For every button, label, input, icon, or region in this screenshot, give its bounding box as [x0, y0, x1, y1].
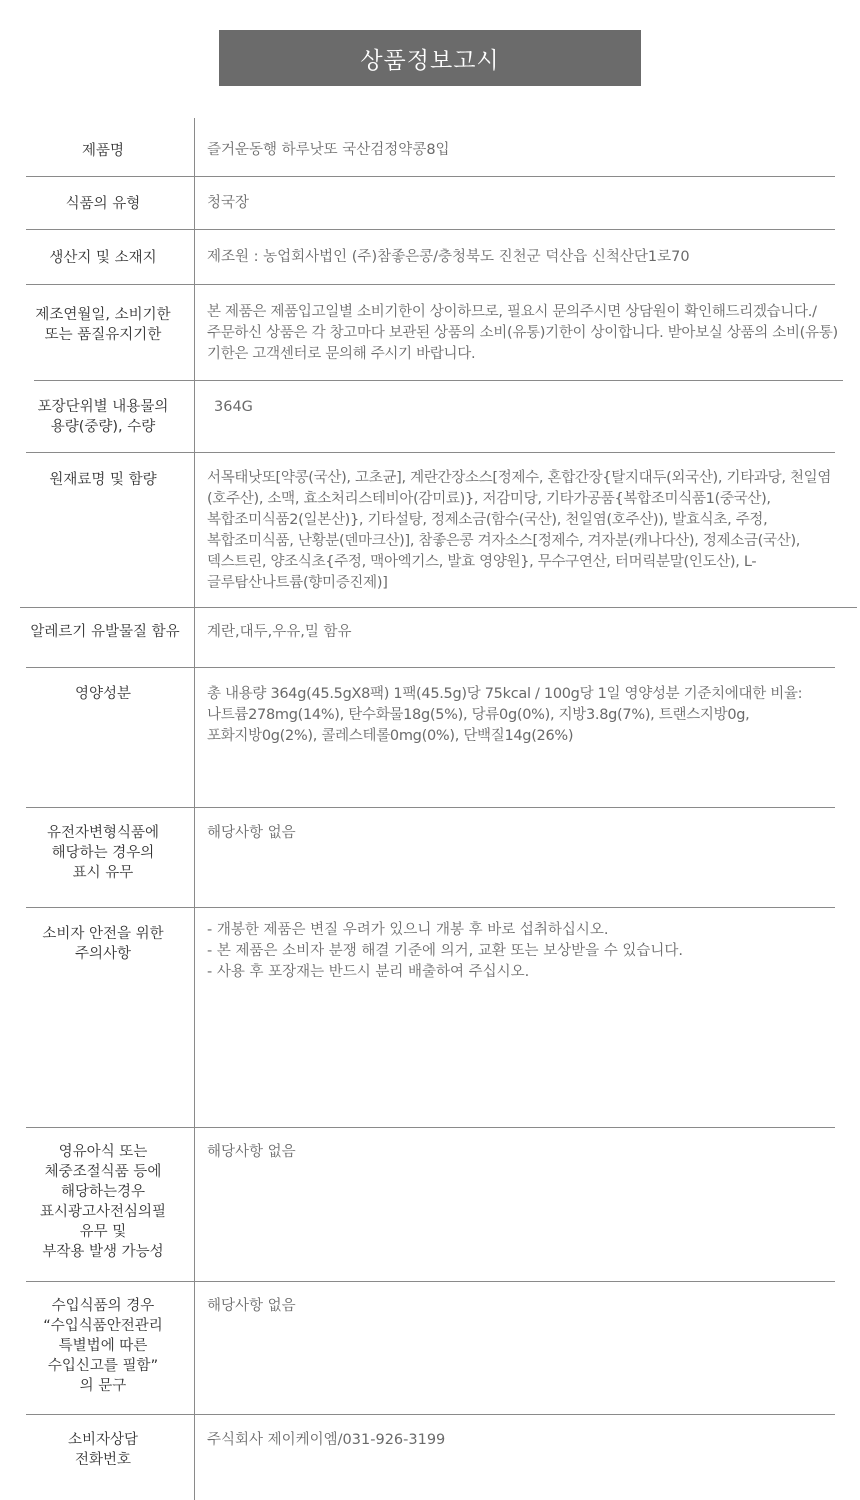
row-label-line: 의 문구: [79, 1378, 127, 1394]
row-label-line: 영유아식 또는: [58, 1144, 148, 1160]
row-value-food-type: 청국장: [207, 195, 250, 211]
row-divider: [26, 907, 835, 908]
row-label-line: 소비자 안전을 위한: [42, 926, 164, 942]
row-label-food-type: 식품의 유형: [65, 196, 141, 212]
row-label-line: 해당하는경우: [60, 1184, 146, 1200]
row-label-line: 포장단위별 내용물의: [37, 399, 169, 415]
row-divider: [26, 807, 835, 808]
row-label-line: 전화번호: [74, 1452, 132, 1468]
row-label-line: 용량(중량), 수량: [50, 419, 156, 435]
row-value-ingredients: 서목태낫또[약콩(국산), 고초균], 계란간장소스[정제수, 혼합간장{탈지대두(외국산), 기타과당, 천일염(호주산), 소맥, 효소처리스테비아(감미료)}, 저감미당, 기타가공품{복합조미식품1(중국산), 복합조미식품2(일본산)}, 기타설탕, 정제소금(함수(국산), 천일염(호주산)), 발효식초, 주정, 복합조미식품, 난황분(덴마크산)], 참좋은콩 겨자소스[정제수, 겨자분(캐나다산), 정제소금(국산), 덱스트린, 양조식초{주정, 맥아엑기스, 발효 영양원}, 무수구연산, 터머릭분말(인도산), L-글루탐산나트륨(향미증진제)]: [207, 470, 832, 591]
row-label-imported: [20, 1296, 186, 1396]
row-value-origin: 제조원 : 농업회사법인 (주)참좋은콩/충청북도 진천군 덕산읍 신척산단1로70: [207, 249, 690, 265]
row-label-line: 소비자상담: [67, 1432, 139, 1448]
row-label-contact: [20, 1430, 186, 1470]
row-label-expiry: [20, 305, 186, 345]
row-label-safety: [20, 924, 186, 964]
row-divider: [34, 380, 843, 381]
row-label-ingredients: 원재료명 및 함량: [49, 472, 157, 488]
row-value-expiry: 본 제품은 제품입고일별 소비기한이 상이하므로, 필요시 문의주시면 상담원이 확인해드리겠습니다./주문하신 상품은 각 창고마다 보관된 상품의 소비(유통)기한이 상이합니다. 받아보실 상품의 소비(유통)기한은 고객센터로 문의해 주시기 바랍니다.: [207, 304, 838, 362]
safety-note: - 사용 후 포장재는 반드시 분리 배출하여 주십시오.: [207, 964, 530, 980]
row-label-line: 제조연월일, 소비기한: [35, 307, 171, 323]
safety-note: - 본 제품은 소비자 분쟁 해결 기준에 의거, 교환 또는 보상받을 수 있습니다.: [207, 943, 683, 959]
row-value-nutrition: 총 내용량 364g(45.5gX8팩) 1팩(45.5g)당 75kcal / 100g당 1일 영양성분 기준치에대한 비율: 나트륨278mg(14%), 탄수화물18g(5%), 당류0g(0%), 지방3.8g(7%), 트랜스지방0g, 포화지방0g(2%), 콜레스테롤0mg(0%), 단백질14g(26%): [207, 686, 803, 744]
row-value-imported: 해당사항 없음: [207, 1298, 296, 1314]
row-label-nutrition: 영양성분: [74, 686, 132, 702]
row-divider: [26, 229, 835, 230]
row-value-safety: [207, 920, 843, 983]
row-divider: [26, 1127, 835, 1128]
row-divider: [20, 607, 857, 608]
row-value-contact: 주식회사 제이케이엠/031-926-3199: [207, 1432, 446, 1448]
row-divider: [26, 176, 835, 177]
row-label-line: 특별법에 따른: [58, 1338, 148, 1354]
row-value-product-name: 즐거운동행 하루낫또 국산검정약콩8입: [207, 142, 450, 158]
row-value-allergens: 계란,대두,우유,밀 함유: [207, 624, 352, 640]
row-divider: [26, 1281, 835, 1282]
page-title: 상품정보고시: [219, 30, 641, 86]
row-label-line: 주의사항: [74, 946, 132, 962]
row-label-package-quantity: [20, 397, 186, 437]
row-divider: [26, 284, 835, 285]
row-value-gmo: 해당사항 없음: [207, 825, 296, 841]
safety-note: - 개봉한 제품은 변질 우려가 있으니 개봉 후 바로 섭취하십시오.: [207, 922, 609, 938]
column-divider: [194, 118, 195, 1500]
row-label-gmo: [20, 823, 186, 883]
row-value-package-quantity: 364G: [214, 399, 253, 415]
row-label-product-name: 제품명: [81, 143, 125, 159]
row-label-line: 또는 품질유지기한: [44, 327, 162, 343]
row-value-infant-diet: 해당사항 없음: [207, 1144, 296, 1160]
row-label-line: 표시 유무: [72, 865, 134, 881]
row-label-line: 해당하는 경우의: [51, 845, 155, 861]
row-label-line: 체중조절식품 등에: [44, 1164, 162, 1180]
row-label-line: 유무 및: [79, 1224, 127, 1240]
row-label-line: 부작용 발생 가능성: [42, 1244, 164, 1260]
row-label-origin: 생산지 및 소재지: [49, 250, 157, 266]
row-label-line: 표시광고사전심의필: [39, 1204, 167, 1220]
row-label-line: 수입식품의 경우: [51, 1298, 155, 1314]
row-label-infant-diet: [20, 1142, 186, 1262]
row-divider: [26, 452, 835, 453]
row-divider: [26, 1414, 835, 1415]
row-label-line: “수입식품안전관리: [43, 1318, 163, 1334]
row-label-line: 수입신고를 필함”: [47, 1358, 159, 1374]
row-label-line: 유전자변형식품에: [46, 825, 160, 841]
row-label-allergens: 알레르기 유발물질 함유: [30, 624, 180, 640]
row-divider: [26, 667, 835, 668]
